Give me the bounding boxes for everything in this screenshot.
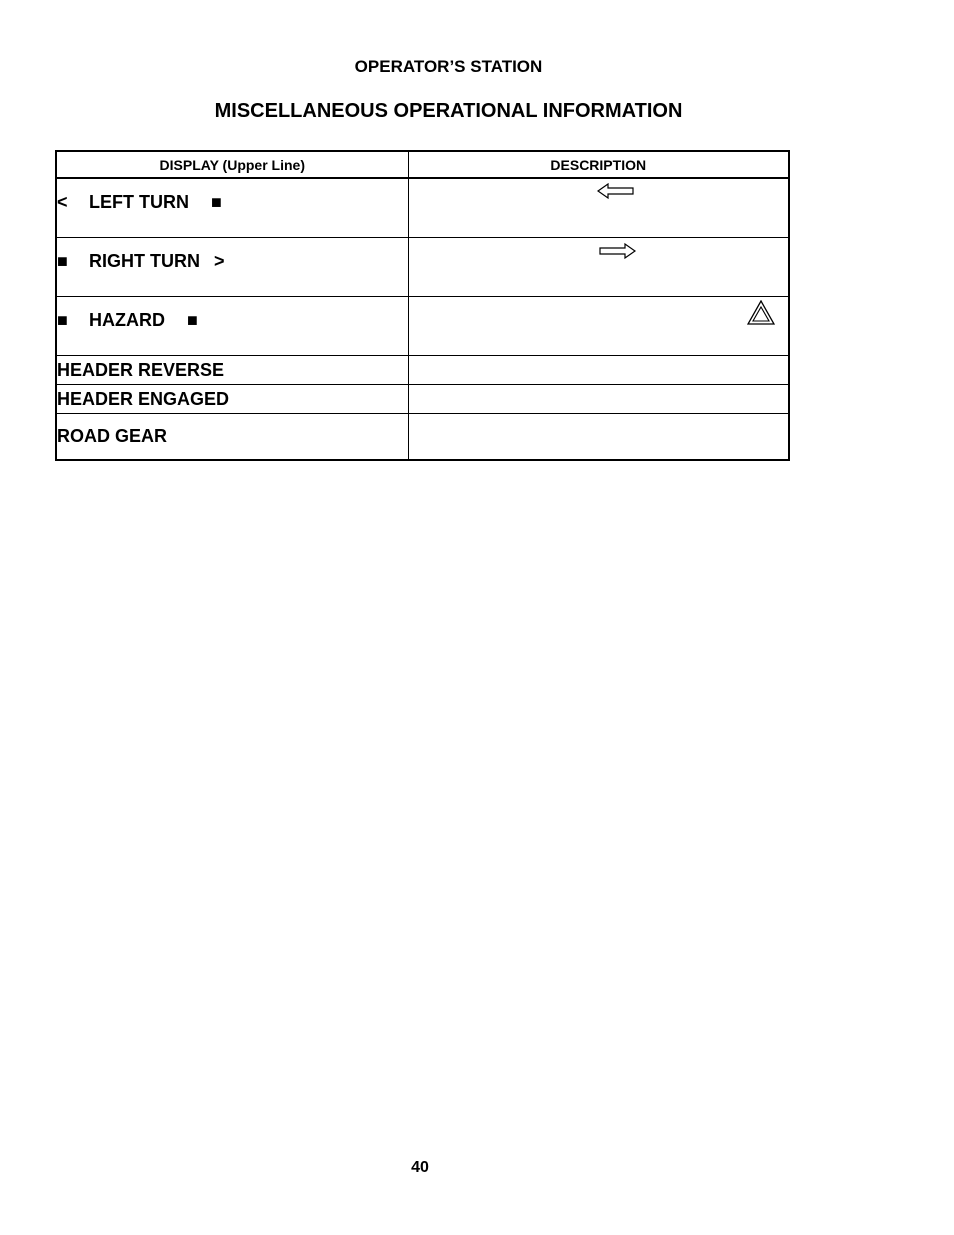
column-header-display: DISPLAY (Upper Line) <box>56 151 408 178</box>
hazard-left-square-symbol: ■ <box>57 310 68 330</box>
right-arrow-icon <box>599 241 637 261</box>
display-cell-header-reverse: HEADER REVERSE <box>56 356 408 385</box>
hazard-right-square-symbol: ■ <box>187 310 198 330</box>
hazard-label: HAZARD <box>89 310 165 330</box>
table-row <box>56 414 789 461</box>
section-title: OPERATOR’S STATION <box>354 57 543 76</box>
display-cell-right-turn <box>56 238 408 297</box>
description-cell-header-reverse <box>408 356 789 385</box>
table-header-row <box>56 151 789 178</box>
display-cell-hazard <box>56 297 408 356</box>
description-cell-left-turn <box>408 178 789 238</box>
right-turn-square-symbol: ■ <box>57 251 68 271</box>
table-row <box>56 178 789 238</box>
display-cell-header-engaged: HEADER ENGAGED <box>56 385 408 414</box>
description-cell-header-engaged <box>408 385 789 414</box>
left-arrow-icon <box>597 183 635 203</box>
description-cell-hazard <box>408 297 789 356</box>
left-turn-square-symbol: ■ <box>210 192 222 212</box>
info-table <box>55 150 790 461</box>
table-row <box>56 297 789 356</box>
table-row <box>56 356 789 385</box>
left-turn-indicator-symbol: < <box>57 192 68 212</box>
page-title: MISCELLANEOUS OPERATIONAL INFORMATION <box>214 100 683 122</box>
table-row <box>56 238 789 297</box>
description-cell-right-turn <box>408 238 789 297</box>
left-turn-label: LEFT TURN <box>89 192 189 212</box>
right-turn-indicator-symbol: > <box>214 251 225 271</box>
display-cell-left-turn <box>56 178 408 238</box>
hazard-triangle-icon <box>747 300 775 326</box>
column-header-description: DESCRIPTION <box>408 151 789 178</box>
right-turn-label: RIGHT TURN <box>89 251 200 271</box>
description-cell-road-gear <box>408 414 789 461</box>
table-row <box>56 385 789 414</box>
display-cell-road-gear: ROAD GEAR <box>56 414 408 461</box>
page-number: 40 <box>411 1159 429 1176</box>
